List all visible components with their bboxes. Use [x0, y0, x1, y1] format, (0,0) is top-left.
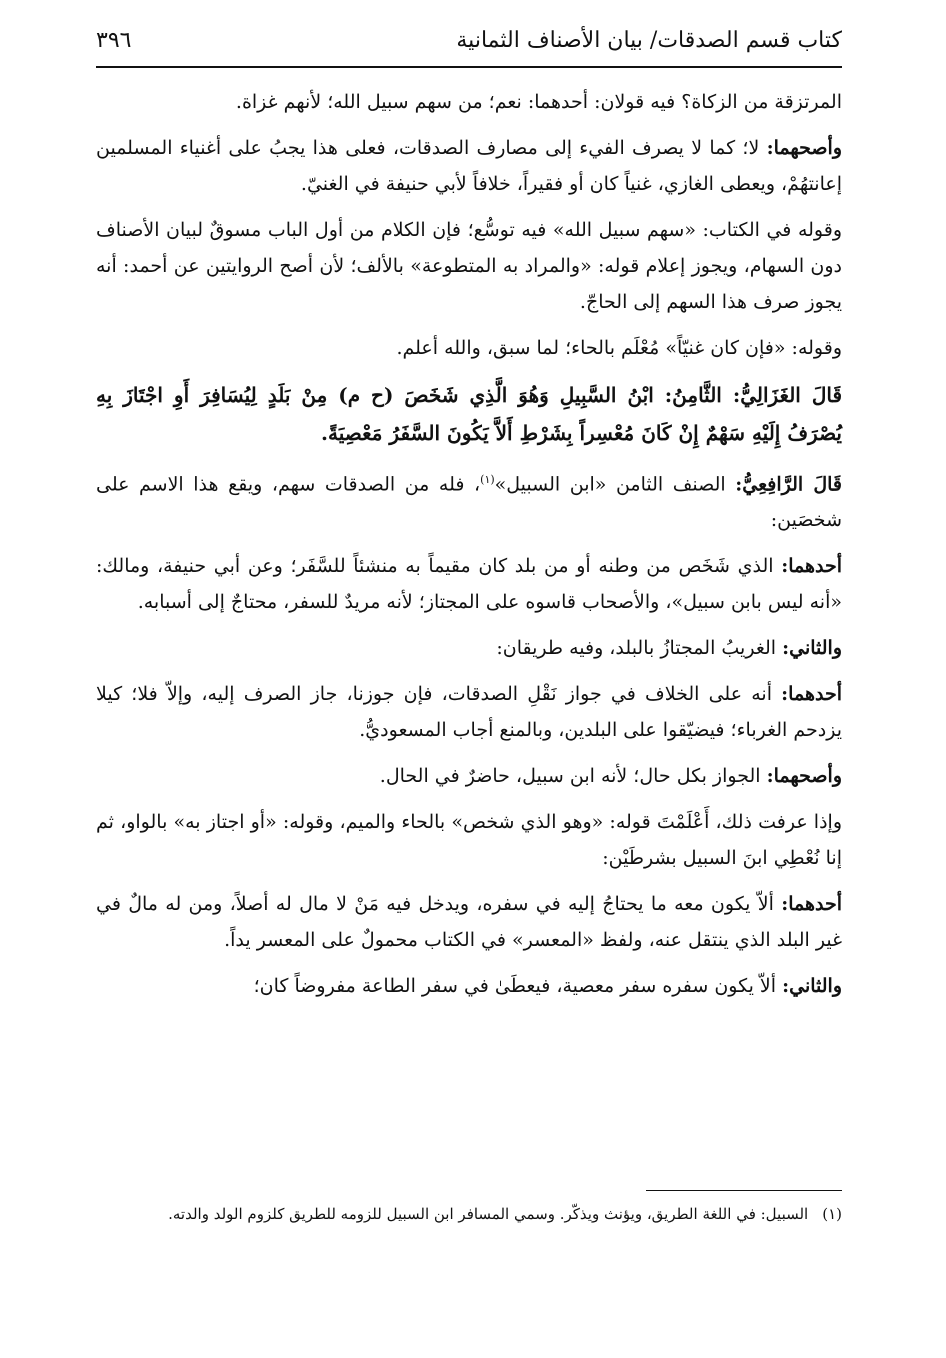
running-header [96, 28, 842, 62]
paragraph [96, 84, 842, 120]
footnote-number: (١) [822, 1205, 842, 1223]
paragraph-text: الذي شَخَص من وطنه أو من بلد كان مقيماً به منشئاً للسَّفَر؛ وعن أبي حنيفة، ومالك: «أنه ليس بابن سبيل»، والأصحاب قاسوه على المجتاز؛ لأنه مريدٌ للسفر، محتاجٌ إلى أسبابه. [96, 555, 842, 614]
paragraph-lead: قَالَ الرَّافِعِيُّ: [735, 473, 842, 496]
paragraph-text: المرتزقة من الزكاة؟ فيه قولان: أحدهما: نعم؛ من سهم سبيل الله؛ لأنهم غزاة. [235, 91, 842, 113]
paragraph-text: وقوله في الكتاب: «سهم سبيل الله» فيه توسُّع؛ فإن الكلام من أول الباب مسوقٌ لبيان الأصناف دون السهام، ويجوز إعلام قوله: «والمراد به المتطوعة» بالألف؛ لأن أصح الروايتين عن أحمد: أنه يجوز صرف هذا السهم إلى الحاجّ. [96, 219, 842, 313]
paragraph-lead: أحدهما: [781, 683, 842, 706]
header-title: كتاب قسم الصدقات/ بيان الأصناف الثمانية [456, 28, 842, 53]
paragraph-text: الغريبُ المجتازُ بالبلد، وفيه طريقان: [496, 637, 777, 660]
paragraph-text: ألاّ يكون سفره سفر معصية، فيعطَىٰ في سفر الطاعة مفروضاً كان؛ [253, 975, 777, 998]
paragraph-text: لا؛ كما لا يصرف الفيء إلى مصارف الصدقات، فعلى هذا يجبُ على أغنياء المسلمين إعانتهُمْ، ويعطى الغازي، غنياً كان أو فقيراً، خلافاً لأبي حنيفة في الغنيّ. [96, 137, 842, 195]
paragraph [96, 130, 842, 202]
paragraph-lead: أحدهما: [781, 893, 842, 916]
paragraph-lead: أحدهما: [781, 555, 842, 578]
paragraph [96, 758, 842, 794]
footnote-ref: (١) [480, 473, 495, 486]
page-number: ٣٩٦ [96, 28, 132, 53]
paragraph-lead: وأصحهما: [766, 765, 842, 788]
paragraph-text: وإذا عرفت ذلك، أَعْلَمْتَ قوله: «وهو الذي شخص» بالحاء والميم، وقوله: «أو اجتاز به» بالواو، ثم إنا نُعْطِي ابنَ السبيل بشرطَيْن: [96, 811, 842, 870]
footnote-text: السبيل: في اللغة الطريق، ويؤنث ويذكّر. وسمي المسافر ابن السبيل للزومه للطريق كلزوم الولد والدته. [168, 1205, 809, 1223]
footnote-rule [646, 1190, 842, 1191]
paragraph-lead: والثاني: [782, 975, 842, 998]
footnote [96, 1198, 842, 1230]
quote-text: قَالَ الغَزَالِيُّ: الثَّامِنُ: ابْنُ السَّبِيلِ وَهُوَ الَّذِي شَخَصَ (ح م) مِنْ بَلَدٍ لِيُسَافِرَ أَوِ اجْتَازَ بِهِ يُصْرَفُ إِلَيْهِ سَهْمٌ إِنْ كَانَ مُعْسِراً بِشَرْطِ أَلاَّ يَكُونَ السَّفَرُ مَعْصِيَةً. [96, 383, 842, 445]
paragraph-text: وقوله: «فإن كان غنيّاً» مُعْلَم بالحاء؛ لما سبق، والله أعلم. [396, 337, 842, 359]
paragraph [96, 804, 842, 876]
paragraph [96, 548, 842, 620]
paragraph-text: الصنف الثامن «ابن السبيل» [494, 473, 726, 496]
paragraph [96, 330, 842, 366]
paragraph [96, 462, 842, 538]
paragraph-text: ألاّ يكون معه ما يحتاجُ إليه في سفره، ويدخل فيه مَنْ لا مال له أصلاً، ومن له مالٌ في غير البلد الذي ينتقل عنه، ولفظ «المعسر» في الكتاب محمولٌ على المعسر يداً. [96, 893, 842, 952]
paragraph-text: الجواز بكل حال؛ لأنه ابن سبيل، حاضرٌ في الحال. [379, 765, 761, 788]
header-rule [96, 66, 842, 68]
paragraph-text: ، فله من الصدقات سهم، ويقع هذا الاسم على شخصَين: [96, 473, 842, 532]
paragraph-lead: والثاني: [782, 637, 842, 660]
paragraph [96, 886, 842, 958]
paragraph [96, 630, 842, 666]
paragraph [96, 676, 842, 748]
main-text [96, 84, 842, 1014]
paragraph-lead: وأصحهما: [766, 137, 842, 159]
paragraph [96, 968, 842, 1004]
ghazali-quote [96, 376, 842, 452]
paragraph [96, 212, 842, 320]
paragraph-text: أنه على الخلاف في جواز نَقْلِ الصدقات، فإن جوزنا، جاز الصرف إليه، وإلاّ فلا؛ كيلا يزدحم الغرباء؛ فيضيّقوا على البلدين، وبالمنع أجاب المسعوديُّ. [96, 683, 842, 742]
